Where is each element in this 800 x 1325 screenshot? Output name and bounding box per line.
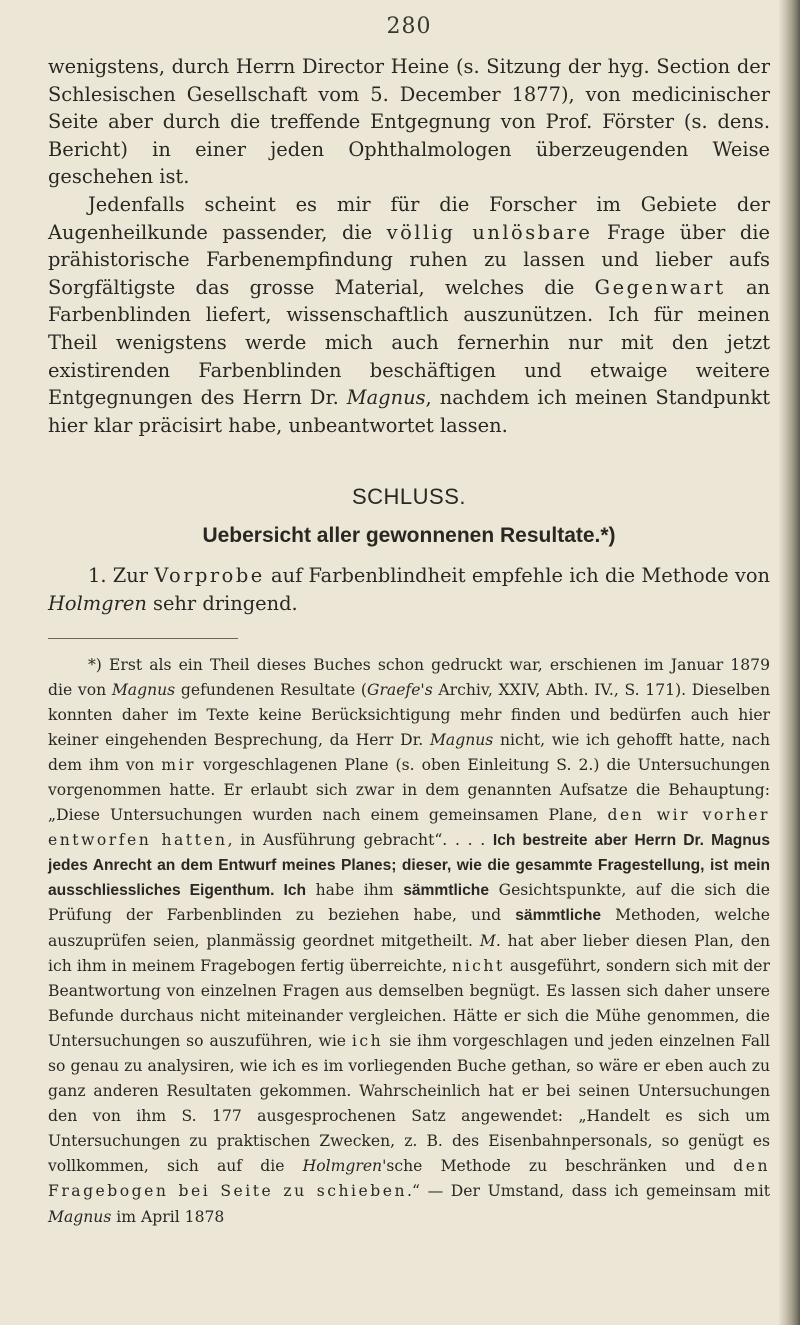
- page-number: 280: [386, 14, 432, 39]
- page-edge-shadow: [778, 0, 800, 1325]
- footnote-rule: [48, 638, 238, 639]
- result-item: [48, 562, 770, 617]
- book-page: [48, 14, 770, 1230]
- section-subtitle: Uebersicht aller gewonnenen Resultate.*): [202, 524, 616, 548]
- continuation-paragraph: wenigstens, durch Herrn Director Heine (s. Sitzung der hyg. Section der Schlesischen Gesellschaft vom 5. December 1877), von medicinischer Seite aber durch die treffende Entgegnung von Prof. Förster (s. dens. Bericht) in einer jeden Ophthalmologen überzeugenden Weise geschehen ist.: [48, 55, 770, 189]
- footnote: *) Erst als ein Theil dieses Buches schon gedruckt war, erschienen im Januar 1879 die von Magnus gefundenen Resultate (Graefe's Archiv, XXIV, Abth. IV., S. 171). Dieselben konnten daher im Texte keine Berücksichtigung mehr finden und bedürfen auch hier keiner eingehenden Besprechung, da Herr Dr. Magnus nicht, wie ich gehofft hatte, nach dem ihm von mir vorgeschlagenen Plane (s. oben Einleitung S. 2.) die Untersuchungen vorgenommen hatte. Er erlaubt sich zwar in dem genannten Aufsatze die Behauptung: „Diese Untersuchungen wurden nach einem gemeinsamen Plane, den wir vorher entworfen hatten, in Ausführung gebracht“. . . . Ich bestreite aber Herrn Dr. Magnus jedes Anrecht an dem Entwurf meines Planes; dieser, wie die gesammte Fragestellung, ist mein ausschliessliches Eigenthum. Ich habe ihm sämmtliche Gesichtspunkte, auf die sich die Prüfung der Farbenblinden zu beziehen habe, und sämmtliche Methoden, welche auszuprüfen seien, planmässig geordnet mitgetheilt. M. hat aber lieber diesen Plan, den ich ihm in meinem Fragebogen fertig überreichte, nicht ausgeführt, sondern sich mit der Beantwortung von einzelnen Fragen aus demselben begnügt. Es lassen sich daher unsere Befunde durchaus nicht miteinander vergleichen. Hätte er sich die Mühe genommen, die Untersuchungen so auszuführen, wie ich sie ihm vorgeschlagen und jeden einzelnen Fall so genau zu analysiren, wie ich es im vorliegenden Buche gethan, so wäre er eben auch zu ganz anderen Resultaten gekommen. Wahrscheinlich hat er bei seinen Untersuchungen den von ihm S. 177 ausgesprochenen Satz angewendet: „Handelt es sich um Untersuchungen zu praktischen Zwecken, z. B. des Eisenbahnpersonals, so genügt es vollkommen, sich auf die Holmgren'sche Methode zu beschränken und den Fragebogen bei Seite zu schieben.“ — Der Umstand, dass ich gemeinsam mit Magnus im April 1878: [48, 655, 771, 1226]
- section-title: SCHLUSS.: [351, 484, 467, 510]
- paragraph-conclusion: Jedenfalls scheint es mir für die Forscher im Gebiete der Augenheilkunde passender, die völlig unlösbare Frage über die prähistorische Farbenempfindung ruhen zu lassen und lieber aufs Sorgfältigste das grosse Material, welches die Gegenwart an Farbenblinden liefert, wissenschaftlich auszunützen. Ich für meinen Theil wenigstens werde mich auch fernerhin nur mit den jetzt existirenden Farbenblinden beschäftigen und etwaige weitere Entgegnungen des Herrn Dr. Magnus, nachdem ich meinen Standpunkt hier klar präcisirt habe, unbeantwortet lassen.: [48, 192, 770, 437]
- result-item-1: 1. Zur Vorprobe auf Farbenblindheit empfehle ich die Methode von Holmgren sehr dringend.: [48, 564, 770, 615]
- main-text: [48, 53, 770, 439]
